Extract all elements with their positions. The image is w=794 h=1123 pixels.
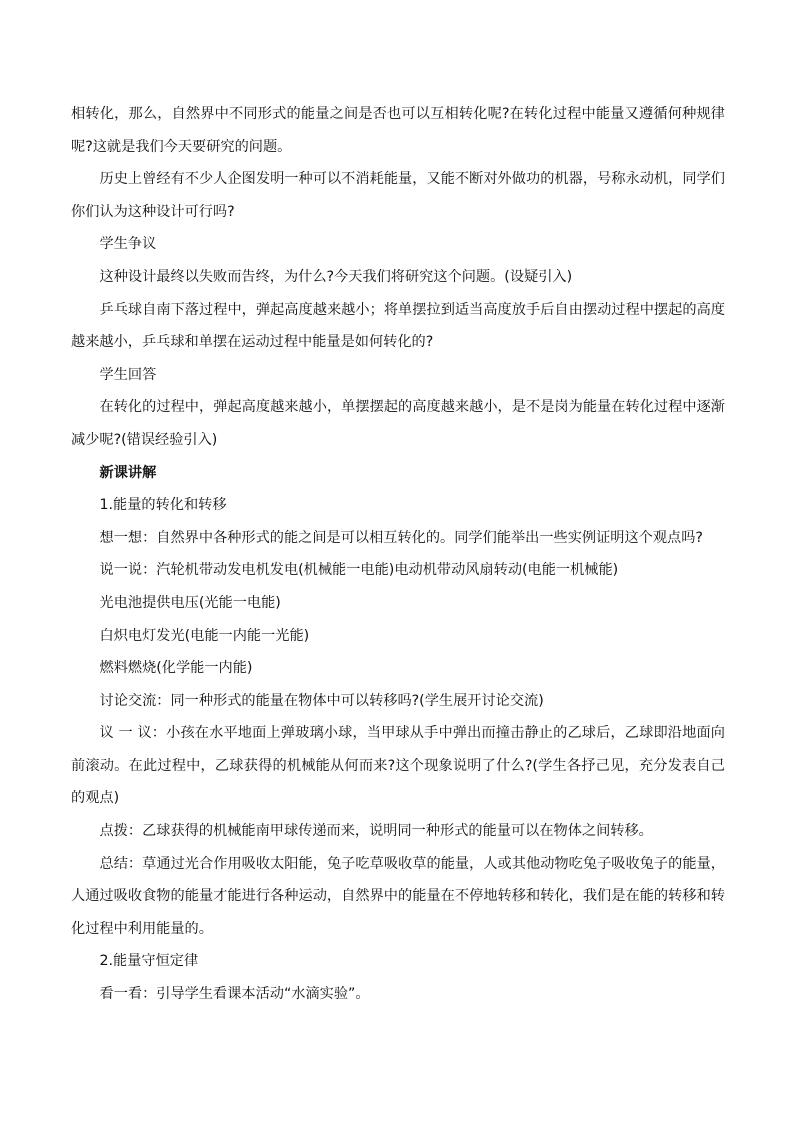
paragraph-summary: 总结：草通过光合作用吸收太阳能，兔子吃草吸收草的能量，人或其他动物吃兔子吸收兔子的能量，人通过吸收食物的能量才能进行各种运动，自然界中的能量在不停地转移和转化，我们是在能的转移和转化过程中利用能量的。 [71,855,725,937]
document-body [71,98,725,1011]
paragraph-fuel-burning: 燃料燃烧(化学能一内能) [99,660,253,677]
paragraph-incandescent-lamp: 白炽电灯发光(电能一内能一光能) [99,627,310,644]
paragraph-discuss-marbles: 议 一 议：小孩在水平地面上弹玻璃小球，当甲球从手中弹出而撞击静止的乙球后，乙球即沿地面向前滚动。在此过程中，乙球获得的机械能从何而来?这个现象说明了什么?(学生各抒己见，充分发表自己的观点) [71,725,725,807]
subsection-heading-conservation-law: 2.能量守恒定律 [99,953,199,970]
paragraph-intro-continuation: 相转化，那么，自然界中不同形式的能量之间是否也可以互相转化呢?在转化过程中能量又遵循何种规律呢?这就是我们今天要研究的问题。 [71,106,725,155]
paragraph-think: 想一想：自然界中各种形式的能之间是可以相互转化的。同学们能举出一些实例证明这个观点吗? [99,529,703,546]
paragraph-student-debate: 学生争议 [99,236,157,253]
paragraph-energy-decrease-question: 在转化的过程中，弹起高度越来越小，单摆摆起的高度越来越小，是不是岗为能量在转化过程中逐渐减少呢?(错误经验引入) [71,399,725,448]
paragraph-ping-pong-pendulum: 乒乓球自南下落过程中，弹起高度越来越小；将单摆拉到适当高度放手后自由摆动过程中摆起的高度越来越小，乒乓球和单摆在运动过程中能量是如何转化的? [71,301,725,351]
subsection-heading-energy-conversion: 1.能量的转化和转移 [99,497,227,514]
paragraph-say: 说一说：汽轮机带动发电机发电(机械能一电能)电动机带动风扇转动(电能一机械能) [99,562,619,579]
section-heading-new-lesson: 新课讲解 [99,464,157,481]
paragraph-look: 看一看：引导学生看课本活动“水滴实验”。 [99,986,370,1003]
paragraph-student-answer: 学生回答 [99,366,157,383]
paragraph-design-failure: 这种设计最终以失败而告终，为什么?今天我们将研究这个问题。(设疑引入) [99,268,573,285]
paragraph-discussion: 讨论交流：同一种形式的能量在物体中可以转移吗?(学生展开讨论交流) [99,692,544,709]
paragraph-photocell: 光电池提供电压(光能一电能) [99,594,281,611]
paragraph-hint: 点拨：乙球获得的机械能南甲球传递而来，说明同一种形式的能量可以在物体之间转移。 [99,823,653,840]
paragraph-perpetual-motion: 历史上曾经有不少人企图发明一种可以不消耗能量，又能不断对外做功的机器，号称永动机，同学们你们认为这种设计可行吗? [71,171,725,220]
